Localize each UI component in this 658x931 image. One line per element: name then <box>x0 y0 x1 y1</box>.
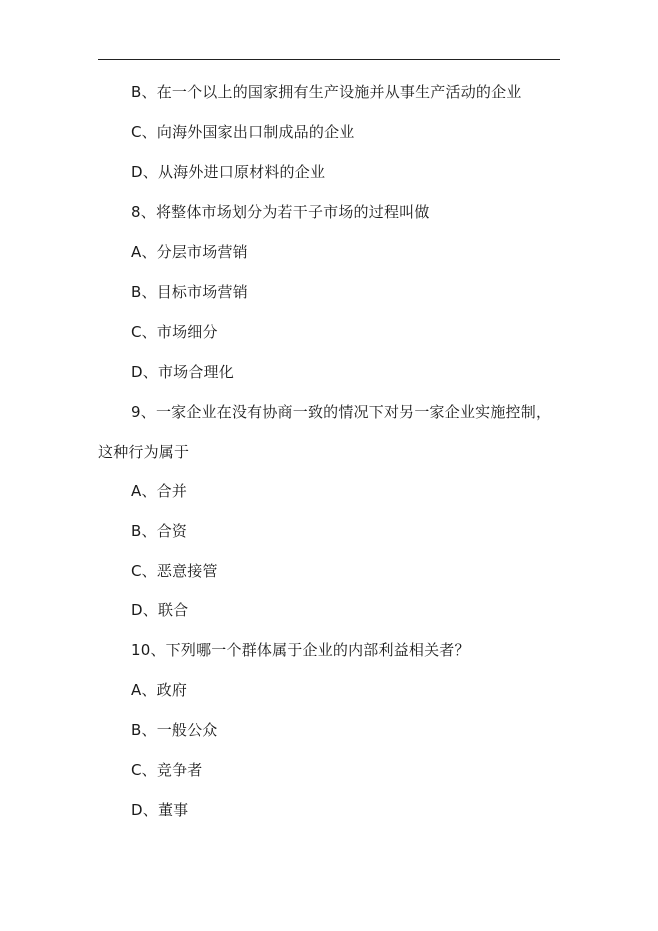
option-line: B、一般公众 <box>131 721 218 739</box>
question-line-continued: 这种行为属于 <box>98 443 190 461</box>
question-line: 10、下列哪一个群体属于企业的内部利益相关者？ <box>131 641 470 659</box>
option-line: A、政府 <box>131 681 188 699</box>
option-line: B、在一个以上的国家拥有生产设施并从事生产活动的企业 <box>131 83 522 101</box>
question-line: 9、一家企业在没有协商一致的情况下对另一家企业实施控制， <box>131 403 552 421</box>
option-line: D、从海外进口原材料的企业 <box>131 163 326 181</box>
option-line: C、竞争者 <box>131 761 203 779</box>
question-line: 8、将整体市场划分为若干子市场的过程叫做 <box>131 203 430 221</box>
option-line: C、向海外国家出口制成品的企业 <box>131 123 355 141</box>
option-line: B、合资 <box>131 522 188 540</box>
option-line: A、分层市场营销 <box>131 243 248 261</box>
option-line: D、市场合理化 <box>131 363 234 381</box>
option-line: B、目标市场营销 <box>131 283 248 301</box>
header-rule <box>98 59 560 60</box>
option-line: A、合并 <box>131 482 188 500</box>
option-line: D、董事 <box>131 801 189 819</box>
option-line: D、联合 <box>131 601 189 619</box>
option-line: C、恶意接管 <box>131 562 218 580</box>
option-line: C、市场细分 <box>131 323 218 341</box>
